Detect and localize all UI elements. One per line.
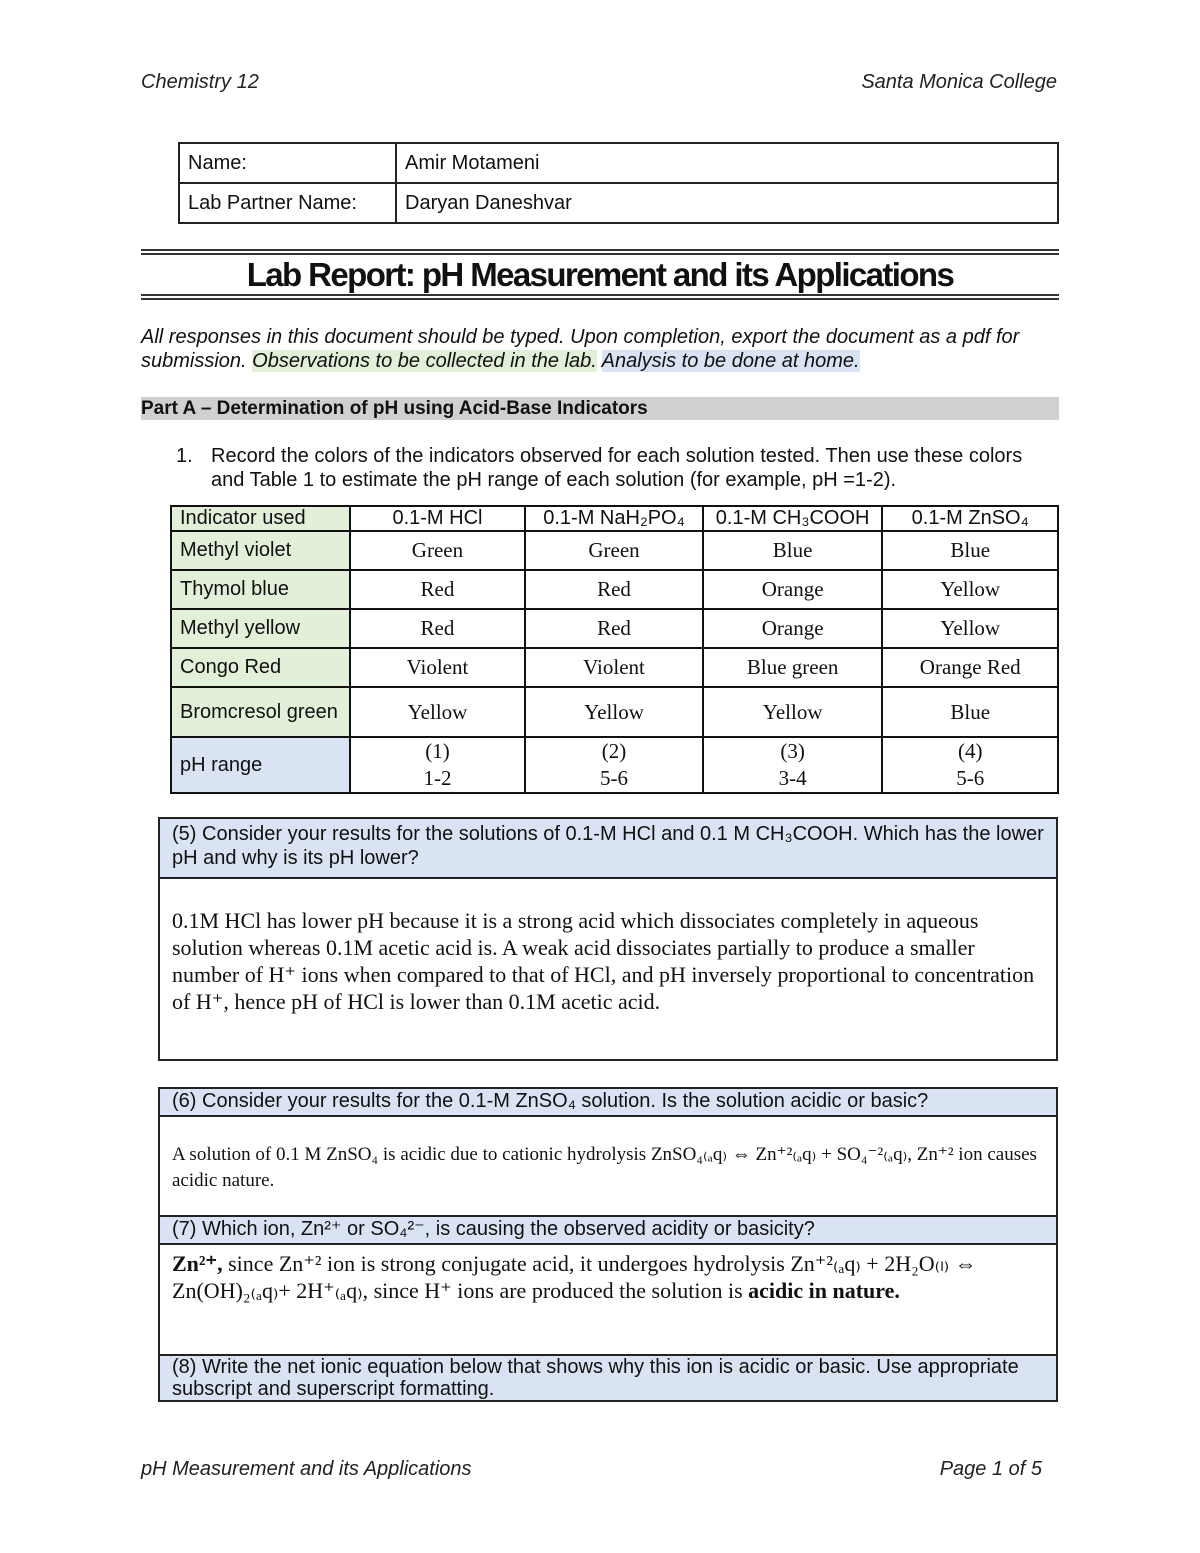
question-7-answer-conclusion: acidic in nature. xyxy=(748,1278,900,1303)
color-cell: Orange Red xyxy=(882,648,1058,687)
color-cell: Blue xyxy=(882,687,1058,737)
header-indicator: Indicator used xyxy=(171,506,350,531)
color-cell: Violent xyxy=(525,648,703,687)
question-7-answer-ion: Zn²⁺, xyxy=(172,1251,223,1276)
indicator-name: Methyl yellow xyxy=(171,609,350,648)
ph-cell-range: 5-6 xyxy=(600,766,629,790)
indicator-table xyxy=(170,505,1059,794)
title-rule-top xyxy=(141,249,1059,251)
footer-title: pH Measurement and its Applications xyxy=(141,1458,472,1480)
ph-cell-range: 1-2 xyxy=(423,766,452,790)
header-course: Chemistry 12 xyxy=(141,71,259,93)
ph-cell-number: (1) xyxy=(425,739,450,763)
ph-cell xyxy=(525,737,703,793)
color-cell: Green xyxy=(350,531,526,570)
partner-value: Daryan Daneshvar xyxy=(396,183,1058,223)
header-ch3cooh: 0.1-M CH₃COOH xyxy=(703,506,883,531)
table-row xyxy=(171,648,1058,687)
table-row xyxy=(171,609,1058,648)
color-cell: Orange xyxy=(703,609,883,648)
color-cell: Red xyxy=(525,570,703,609)
partner-label: Lab Partner Name: xyxy=(179,183,396,223)
table-row xyxy=(171,687,1058,737)
ph-range-label: pH range xyxy=(171,737,350,793)
question-7-answer-body: since Zn⁺² ion is strong conjugate acid, it undergoes hydrolysis Zn⁺²₍ₐq₎ + 2H₂O₍ₗ₎ ⇔ Zn(OH)₂₍ₐq₎+ 2H⁺₍ₐq₎, since H⁺ ions are produced the solution is xyxy=(172,1251,977,1303)
color-cell: Blue xyxy=(703,531,883,570)
color-cell: Yellow xyxy=(882,609,1058,648)
intro-analysis-highlight: Analysis to be done at home. xyxy=(601,350,860,372)
color-cell: Red xyxy=(350,609,526,648)
question-1-number: 1. xyxy=(176,445,193,467)
ph-cell xyxy=(703,737,883,793)
title-rule-top-2 xyxy=(141,253,1059,255)
color-cell: Red xyxy=(525,609,703,648)
color-cell: Yellow xyxy=(882,570,1058,609)
color-cell: Green xyxy=(525,531,703,570)
title-rule-bottom xyxy=(141,294,1059,296)
table-row xyxy=(171,570,1058,609)
name-value: Amir Motameni xyxy=(396,143,1058,183)
indicator-name: Bromcresol green xyxy=(171,687,350,737)
ph-cell xyxy=(882,737,1058,793)
color-cell: Yellow xyxy=(350,687,526,737)
page-title: Lab Report: pH Measurement and its Applications xyxy=(246,256,954,293)
intro-plain: All responses in this document should be typed. Upon completion, export the document as a pdf for submission. xyxy=(141,326,1020,372)
header-college: Santa Monica College xyxy=(861,71,1057,93)
intro-paragraph xyxy=(141,325,1059,373)
question-8-text: (8) Write the net ionic equation below that shows why this ion is acidic or basic. Use appropriate subscript and superscript formatting. xyxy=(159,1355,1057,1401)
ph-cell-number: (2) xyxy=(601,739,627,763)
question-6-box xyxy=(158,1087,1058,1402)
ph-cell-number: (4) xyxy=(957,739,983,763)
question-7-answer xyxy=(159,1244,1057,1355)
header-nah2po4: 0.1-M NaH₂PO₄ xyxy=(525,506,703,531)
indicator-name: Thymol blue xyxy=(171,570,350,609)
color-cell: Blue green xyxy=(703,648,883,687)
color-cell: Orange xyxy=(703,570,883,609)
question-5-text: (5) Consider your results for the solutions of 0.1-M HCl and 0.1 M CH₃COOH. Which has the lower pH and why is its pH lower? xyxy=(159,818,1057,878)
color-cell: Yellow xyxy=(703,687,883,737)
color-cell: Violent xyxy=(350,648,526,687)
footer-page-number: Page 1 of 5 xyxy=(939,1458,1042,1480)
ph-cell-range: 5-6 xyxy=(956,766,985,790)
color-cell: Yellow xyxy=(525,687,703,737)
ph-cell-range: 3-4 xyxy=(778,766,807,790)
question-6-text: (6) Consider your results for the 0.1-M ZnSO₄ solution. Is the solution acidic or basic? xyxy=(159,1088,1057,1116)
header-znso4: 0.1-M ZnSO₄ xyxy=(882,506,1058,531)
question-6-answer: A solution of 0.1 M ZnSO₄ is acidic due to cationic hydrolysis ZnSO₄₍ₐq₎ ⇔ Zn⁺²₍ₐq₎ + SO₄⁻²₍ₐq₎, Zn⁺² ion causes acidic nature. xyxy=(159,1116,1057,1216)
indicator-name: Methyl violet xyxy=(171,531,350,570)
table-row xyxy=(171,531,1058,570)
ph-cell xyxy=(350,737,526,793)
part-a-heading: Part A – Determination of pH using Acid-Base Indicators xyxy=(141,397,1059,420)
indicator-name: Congo Red xyxy=(171,648,350,687)
intro-observations-highlight: Observations to be collected in the lab. xyxy=(252,350,597,372)
color-cell: Blue xyxy=(882,531,1058,570)
header-hcl: 0.1-M HCl xyxy=(350,506,526,531)
question-1-text: Record the colors of the indicators observed for each solution tested. Then use these colors and Table 1 to estimate the pH range of each solution (for example, pH =1-2). xyxy=(211,445,1023,491)
question-5-box xyxy=(158,817,1058,1061)
title-rule-bottom-2 xyxy=(141,298,1059,300)
question-7-text: (7) Which ion, Zn²⁺ or SO₄²⁻, is causing the observed acidity or basicity? xyxy=(159,1216,1057,1244)
color-cell: Red xyxy=(350,570,526,609)
name-label: Name: xyxy=(179,143,396,183)
ph-cell-number: (3) xyxy=(780,739,805,763)
ph-range-row xyxy=(171,737,1058,793)
question-5-answer: 0.1M HCl has lower pH because it is a strong acid which dissociates completely in aqueous solution whereas 0.1M acetic acid is. A weak acid dissociates partially to produce a smaller number of H⁺ ions when compared to that of HCl, and pH inversely proportional to concentration of H⁺, hence pH of HCl is lower than 0.1M acetic acid. xyxy=(159,878,1057,1060)
student-info-table xyxy=(178,142,1059,224)
